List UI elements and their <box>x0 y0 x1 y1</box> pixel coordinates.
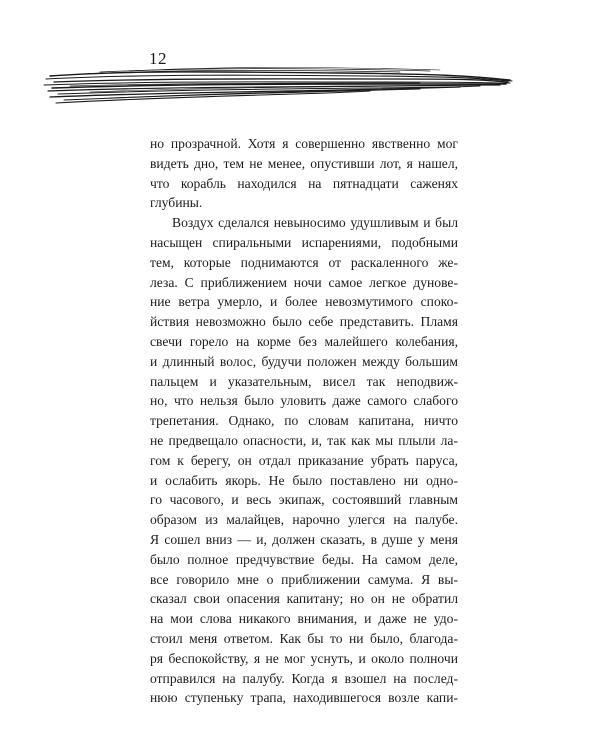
text-line: тем, которые поднимаются от раскаленного же- <box>150 254 458 270</box>
text-line: ря беспокойству, я не мог уснуть, и около полночи <box>150 650 458 666</box>
text-line: было полное предчувствие беды. На самом деле, <box>150 551 458 567</box>
text-line: образом из малайцев, нарочно улегся на палубе. <box>150 512 458 528</box>
text-line: го часового, и весь экипаж, состоявший главным <box>150 492 458 508</box>
text-line: на мои слова никакого внимания, и даже не удо- <box>150 611 458 627</box>
text-line: нюю ступеньку трапа, находившегося возле капи- <box>150 690 458 706</box>
text-line: ние ветра умерло, и более невозмутимого споко- <box>150 294 458 310</box>
text-line: сказал свои опасения капитану; но он не обратил <box>150 591 458 607</box>
text-line: леза. С приближением ночи самое легкое дунове- <box>150 274 458 290</box>
text-line: все говорило мне о приближении самума. Я вы- <box>150 571 458 587</box>
text-line: глубины. <box>150 195 203 211</box>
text-line: свечи горело на корме без малейшего колебания, <box>150 333 458 349</box>
text-line: что корабль находился на пятнадцати саженях <box>150 175 458 191</box>
text-line: отправился на палубу. Когда я взошел на послед- <box>150 670 458 686</box>
text-line: видеть дно, тем не менее, опустивши лот, я нашел, <box>150 155 458 171</box>
text-line: гом к берегу, он отдал приказание убрать паруса, <box>150 452 458 468</box>
text-line: пальцем и указательным, висел так неподвиж- <box>150 373 458 389</box>
text-line: но, что нельзя было уловить даже самого слабого <box>150 393 458 409</box>
text-line: и длинный волос, будучи положен между большим <box>150 353 458 369</box>
text-line: не предвещало опасности, и, так как мы плыли ла- <box>150 432 458 448</box>
text-line: Я сошел вниз — и, должен сказать, в душе у меня <box>150 531 458 547</box>
text-line: насыщен спиральными испарениями, подобными <box>150 234 458 250</box>
body-text <box>150 134 458 708</box>
text-line: но прозрачной. Хотя я совершенно явственно мог <box>150 136 458 151</box>
text-line: стоил меня ответом. Как бы то ни было, благода- <box>150 630 458 646</box>
text-line: Воздух сделался невыносимо удушливым и был <box>172 215 458 231</box>
text-line: йствия невозможно было себе представить. Пламя <box>150 314 458 330</box>
page-number: 12 <box>149 49 167 68</box>
text-line: и ослабить якорь. Не было поставлено ни одно- <box>150 472 458 488</box>
brush-stroke-ornament-icon <box>40 62 515 106</box>
text-line: трепетания. Однако, по словам капитана, ничто <box>150 413 458 429</box>
